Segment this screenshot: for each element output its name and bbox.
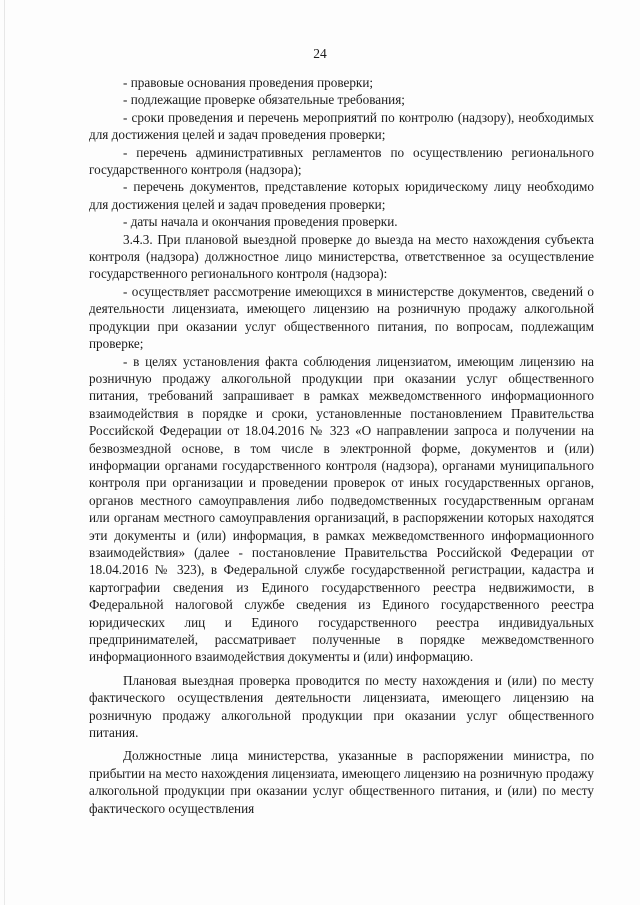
- section-3-4-3: 3.4.3. При плановой выездной проверке до выезда на место нахождения субъекта контроля (надзора) должностное лицо министерства, ответственное за осуществление государственного регионального контроля (надзора):: [89, 231, 594, 282]
- paragraph-officials-arrival: Должностные лица министерства, указанные в распоряжении министра, по прибытии на место нахождения лицензиата, имеющего лицензию на розничную продажу алкогольной продукции при оказании услуг общественного питания, и (или) по месту фактического осуществления: [89, 748, 594, 816]
- document-body: [89, 74, 594, 817]
- list-item-interagency-request: - в целях установления факта соблюдения лицензиатом, имеющим лицензию на розничную продажу алкогольной продукции при оказании услуг общественного питания, требований запрашивает в рамках межведомственного информационного взаимодействия в порядке и сроки, установленные постановлением Правительства Российской Федерации от 18.04.2016 № 323 «О направлении запроса и получении на безвозмездной основе, в том числе в электронной форме, документов и (или) информации органами государственного контроля (надзора), органами муниципального контроля при организации и проведении проверок от иных государственных органов, органов местного самоуправления либо подведомственных государственным органам или органам местного самоуправления организаций, в распоряжении которых находятся эти документы и (или) информация, в рамках межведомственного информационного взаимодействия» (далее - постановление Правительства Российской Федерации от 18.04.2016 № 323), в Федеральной службе государственной регистрации, кадастра и картографии сведения из Единого государственного реестра недвижимости, в Федеральной налоговой службе сведения из Единого государственного реестра юридических лиц и Единого государственного реестра индивидуальных предпринимателей, рассматривает полученные в порядке межведомственного информационного взаимодействия документы и (или) информацию.: [89, 353, 594, 665]
- list-item-dates: - даты начала и окончания проведения проверки.: [123, 214, 398, 230]
- scan-edge: [4, 0, 5, 905]
- list-item-administrative-regulations: - перечень административных регламентов по осуществлению регионального государственного контроля (надзора);: [89, 144, 594, 178]
- list-item-legal-basis: - правовые основания проведения проверки;: [123, 75, 374, 90]
- list-item-document-review: - осуществляет рассмотрение имеющихся в министерстве документов, сведений о деятельности лицензиата, имеющего лицензию на розничную продажу алкогольной продукции при оказании услуг общественного питания, по вопросам, подлежащим проверке;: [89, 283, 594, 352]
- paragraph-inspection-location: Плановая выездная проверка проводится по месту нахождения и (или) по месту фактического осуществления деятельности лицензиата, имеющего лицензию на розничную продажу алкогольной продукции при оказании услуг общественного питания.: [89, 672, 594, 741]
- page-number: 24: [313, 46, 327, 61]
- list-item-terms-and-measures: - сроки проведения и перечень мероприятий по контролю (надзору), необходимых для достижения целей и задач проведения проверки;: [89, 109, 594, 143]
- list-item-mandatory-requirements: - подлежащие проверке обязательные требования;: [123, 92, 405, 108]
- list-item-documents-list: - перечень документов, представление которых юридическому лицу необходимо для достижения целей и задач проведения проверки;: [89, 179, 594, 212]
